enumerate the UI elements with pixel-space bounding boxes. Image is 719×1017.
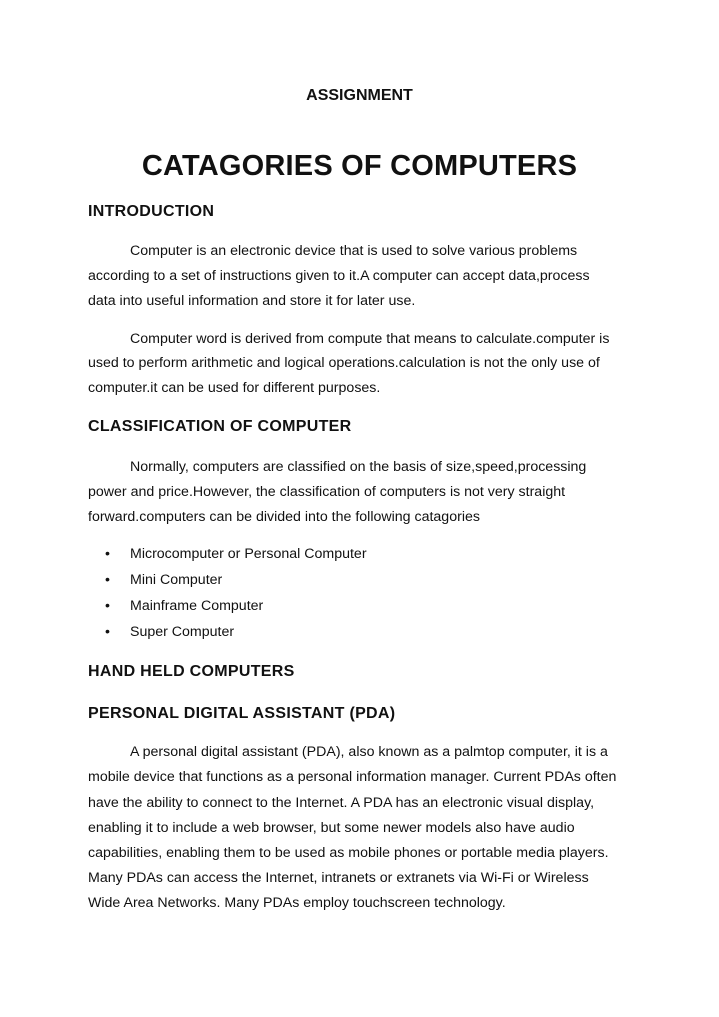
document-title: CATAGORIES OF COMPUTERS	[141, 150, 578, 182]
list-item-label: Mainframe Computer	[130, 598, 264, 614]
assignment-label: ASSIGNMENT	[306, 87, 413, 104]
bullet-icon: •	[105, 598, 110, 614]
list-item-label: Mini Computer	[130, 572, 223, 588]
list-item	[105, 572, 222, 588]
list-item-label: Microcomputer or Personal Computer	[130, 546, 367, 562]
intro-para2-line: used to perform arithmetic and logical operations.calculation is not the only use of	[88, 355, 600, 371]
bullet-icon: •	[105, 624, 110, 640]
intro-para2-line: computer.it can be used for different purposes.	[88, 380, 381, 396]
classification-para-line: forward.computers can be divided into the following catagories	[88, 509, 480, 525]
pda-para-line: mobile device that functions as a personal information manager. Current PDAs often	[88, 769, 617, 785]
bullet-icon: •	[105, 546, 110, 562]
intro-para2-line: Computer word is derived from compute that means to calculate.computer is	[130, 331, 610, 347]
pda-para-line: have the ability to connect to the Internet. A PDA has an electronic visual display,	[88, 795, 595, 811]
heading-classification: CLASSIFICATION OF COMPUTER	[88, 418, 352, 435]
pda-para-line: Wide Area Networks. Many PDAs employ touchscreen technology.	[88, 895, 506, 911]
intro-para1-line: data into useful information and store it for later use.	[88, 293, 416, 309]
pda-para-line: Many PDAs can access the Internet, intranets or extranets via Wi-Fi or Wireless	[88, 870, 589, 886]
bullet-icon: •	[105, 572, 110, 588]
intro-para1-line: according to a set of instructions given to it.A computer can accept data,process	[88, 268, 590, 284]
list-item-label: Super Computer	[130, 624, 235, 640]
list-item	[105, 624, 234, 640]
heading-handheld: HAND HELD COMPUTERS	[88, 663, 295, 680]
pda-para-line: capabilities, enabling them to be used as mobile phones or portable media players.	[88, 845, 609, 861]
pda-para-line: A personal digital assistant (PDA), also known as a palmtop computer, it is a	[130, 744, 608, 760]
intro-para1-line: Computer is an electronic device that is used to solve various problems	[130, 243, 578, 259]
list-item	[105, 546, 367, 562]
heading-introduction: INTRODUCTION	[88, 203, 215, 220]
pda-para-line: enabling it to include a web browser, but some newer models also have audio	[88, 820, 575, 836]
classification-para-line: power and price.However, the classification of computers is not very straight	[88, 484, 566, 500]
list-item	[105, 598, 263, 614]
classification-para-line: Normally, computers are classified on the basis of size,speed,processing	[130, 459, 587, 475]
heading-pda: PERSONAL DIGITAL ASSISTANT (PDA)	[88, 705, 396, 722]
